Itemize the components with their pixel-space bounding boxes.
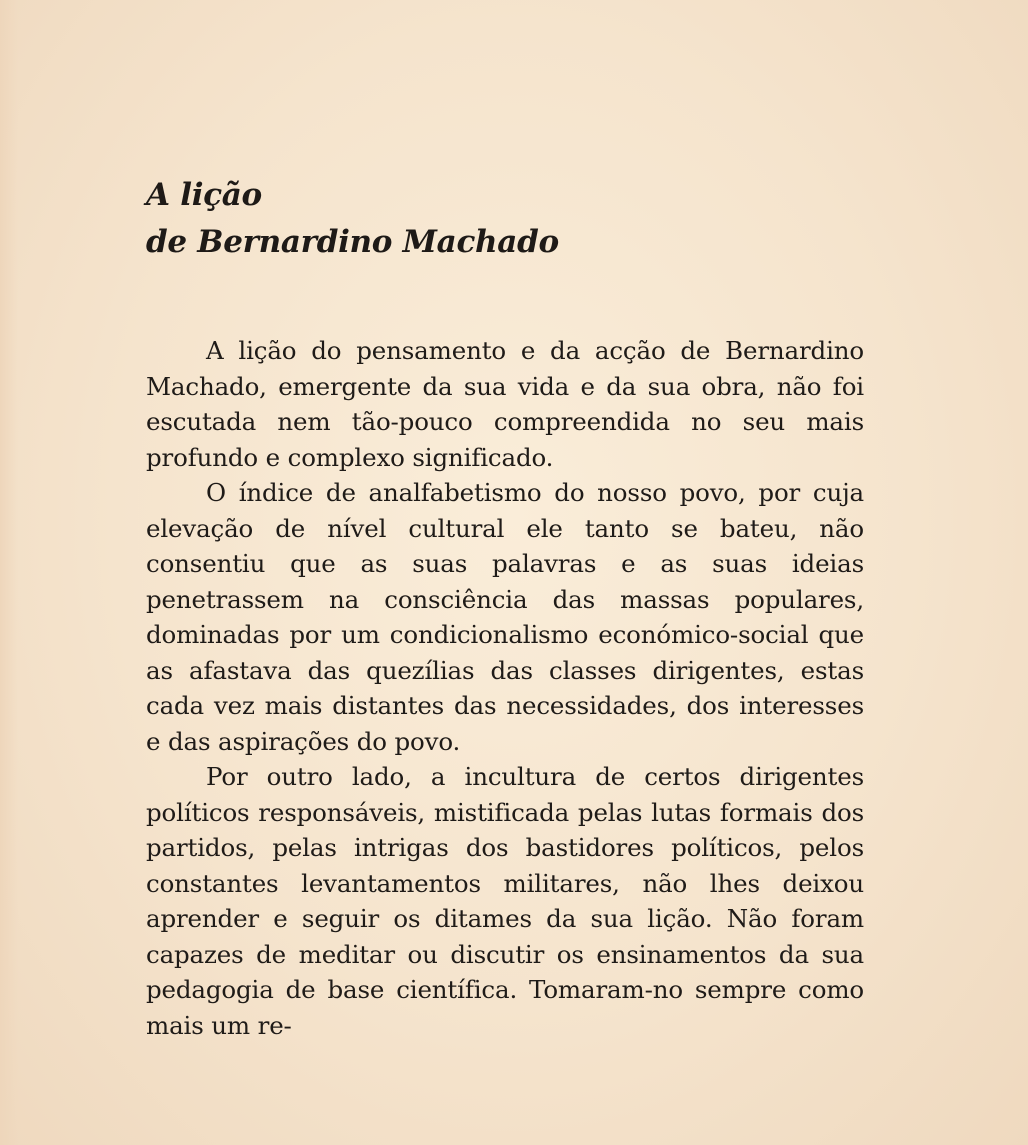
paragraph-2: O índice de analfabetismo do nosso povo, por cuja elevação de nível cultural ele tanto se bateu, não consentiu que as suas palavras e as suas ideias penetrassem na consciência das massas populares, dominadas por um condicionalismo económico-social que as afastava das quezílias das classes dirigentes, estas cada vez mais distantes das necessidades, dos interesses e das aspirações do povo. [146, 478, 864, 756]
chapter-heading-line-1: A lição [146, 177, 262, 213]
body-text [146, 333, 864, 1043]
chapter-heading-line-2: de Bernardino Machado [146, 224, 559, 260]
page-gutter-shadow [0, 0, 18, 1145]
paragraph-3: Por outro lado, a incultura de certos dirigentes políticos responsáveis, mistificada pelas lutas formais dos partidos, pelas intrigas dos bastidores políticos, pelos constantes levantamentos militares, não lhes deixou aprender e seguir os ditames da sua lição. Não foram capazes de meditar ou discutir os ensinamentos da sua pedagogia de base científica. Tomaram-no sempre como mais um re- [146, 762, 864, 1040]
chapter-heading [146, 172, 559, 266]
paragraph-1: A lição do pensamento e da acção de Bernardino Machado, emergente da sua vida e da sua obra, não foi escutada nem tão-pouco compreendida no seu mais profundo e complexo significado. [146, 336, 864, 472]
